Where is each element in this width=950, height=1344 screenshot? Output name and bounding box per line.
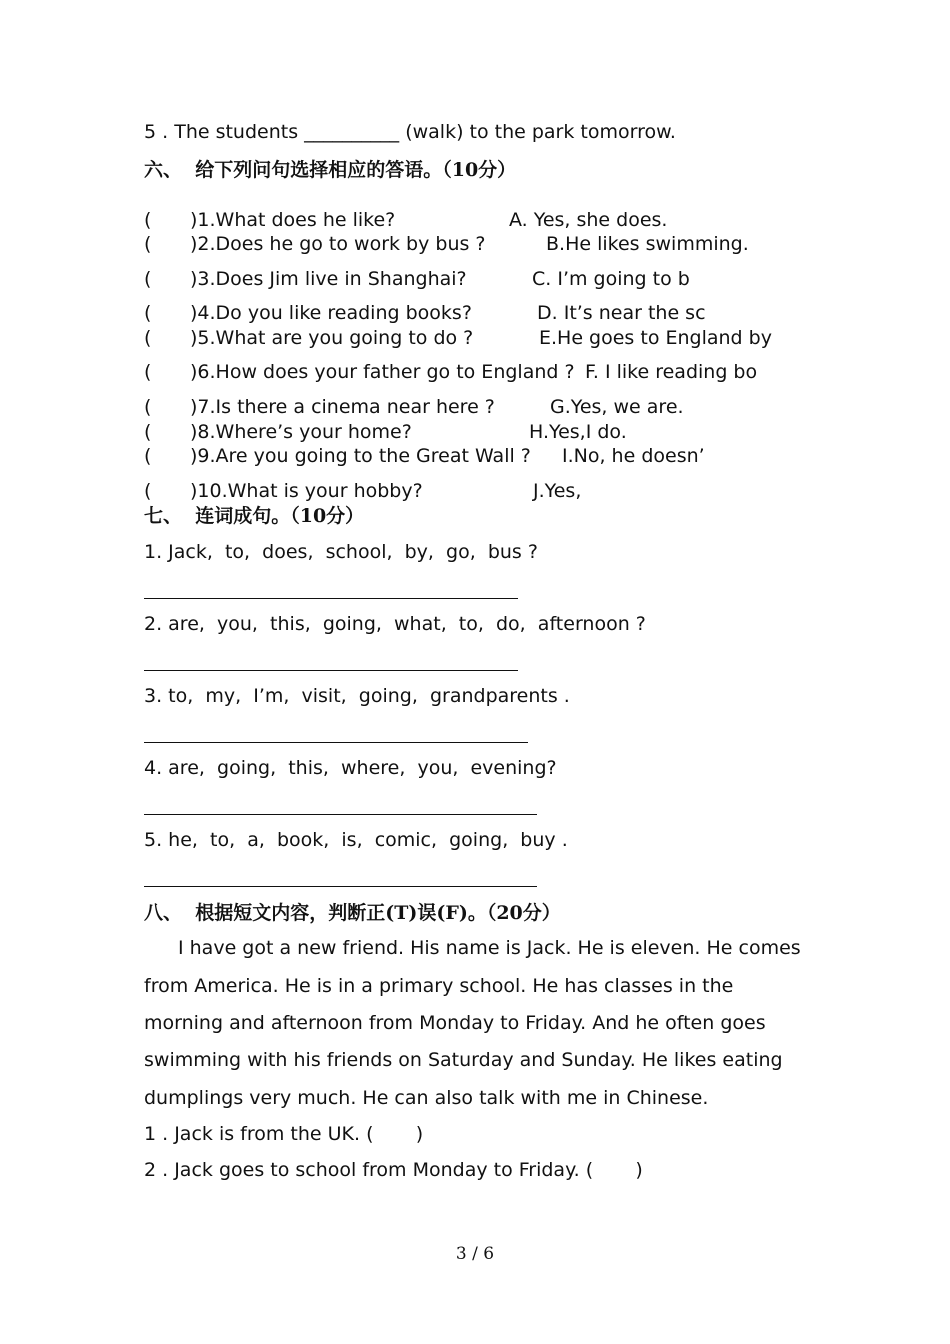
- answer-line[interactable]: [144, 742, 528, 743]
- question-text: )10.What is your hobby?: [190, 480, 423, 502]
- question-text: )4.Do you like reading books?: [190, 302, 472, 324]
- word-order-item: 3. to, my, I’m, visit, going, grandparents .: [144, 685, 570, 707]
- answer-option: B.He likes swimming.: [546, 233, 749, 255]
- question-text: )6.How does your father go to England ?: [190, 361, 575, 383]
- answer-option: I.No, he doesn’: [562, 445, 705, 467]
- true-false-item[interactable]: 1 . Jack is from the UK. ( ): [144, 1123, 424, 1145]
- question-text: )9.Are you going to the Great Wall ?: [190, 445, 531, 467]
- word-order-item: 5. he, to, a, book, is, comic, going, buy .: [144, 829, 568, 851]
- word-order-item: 4. are, going, this, where, you, evening?: [144, 757, 557, 779]
- answer-option: H.Yes,I do.: [529, 421, 627, 443]
- section7-heading: 七、 连词成句。（10分）: [144, 505, 365, 527]
- answer-line[interactable]: [144, 670, 518, 671]
- answer-paren[interactable]: (: [144, 302, 152, 324]
- question-text: )2.Does he go to work by bus ?: [190, 233, 486, 255]
- answer-paren[interactable]: (: [144, 480, 152, 502]
- question-text: )5.What are you going to do ?: [190, 327, 474, 349]
- answer-line[interactable]: [144, 814, 537, 815]
- answer-option: E.He goes to England by: [539, 327, 772, 349]
- answer-paren[interactable]: (: [144, 421, 152, 443]
- question-text: )7.Is there a cinema near here ?: [190, 396, 495, 418]
- answer-paren[interactable]: (: [144, 209, 152, 231]
- answer-option: C. I’m going to b: [532, 268, 690, 290]
- page-number: 3 / 6: [455, 1244, 495, 1264]
- answer-line[interactable]: [144, 886, 537, 887]
- question-text: )8.Where’s your home?: [190, 421, 412, 443]
- passage-line: I have got a new friend. His name is Jack. He is eleven. He comes: [178, 937, 801, 959]
- answer-paren[interactable]: (: [144, 268, 152, 290]
- answer-option: G.Yes, we are.: [550, 396, 684, 418]
- passage-line: from America. He is in a primary school. He has classes in the: [144, 975, 734, 997]
- section6-heading: 六、 给下列问句选择相应的答语。（10分）: [144, 159, 517, 181]
- question-text: )3.Does Jim live in Shanghai?: [190, 268, 467, 290]
- passage-line: morning and afternoon from Monday to Friday. And he often goes: [144, 1012, 766, 1034]
- answer-option: J.Yes,: [533, 480, 582, 502]
- answer-paren[interactable]: (: [144, 445, 152, 467]
- answer-option: A. Yes, she does.: [509, 209, 668, 231]
- passage-line: dumplings very much. He can also talk with me in Chinese.: [144, 1087, 709, 1109]
- answer-option: F. I like reading bo: [585, 361, 758, 383]
- answer-paren[interactable]: (: [144, 233, 152, 255]
- passage-line: swimming with his friends on Saturday and Sunday. He likes eating: [144, 1049, 783, 1071]
- answer-line[interactable]: [144, 598, 518, 599]
- answer-option: D. It’s near the sc: [537, 302, 706, 324]
- answer-paren[interactable]: (: [144, 396, 152, 418]
- true-false-item[interactable]: 2 . Jack goes to school from Monday to Friday. ( ): [144, 1159, 643, 1181]
- section8-heading: 八、 根据短文内容，判断正(T)误(F)。（20分）: [144, 902, 561, 924]
- answer-paren[interactable]: (: [144, 361, 152, 383]
- answer-paren[interactable]: (: [144, 327, 152, 349]
- section5-item-5: 5 . The students __________ (walk) to the park tomorrow.: [144, 121, 676, 143]
- word-order-item: 1. Jack, to, does, school, by, go, bus ?: [144, 541, 538, 563]
- question-text: )1.What does he like?: [190, 209, 396, 231]
- word-order-item: 2. are, you, this, going, what, to, do, afternoon ?: [144, 613, 646, 635]
